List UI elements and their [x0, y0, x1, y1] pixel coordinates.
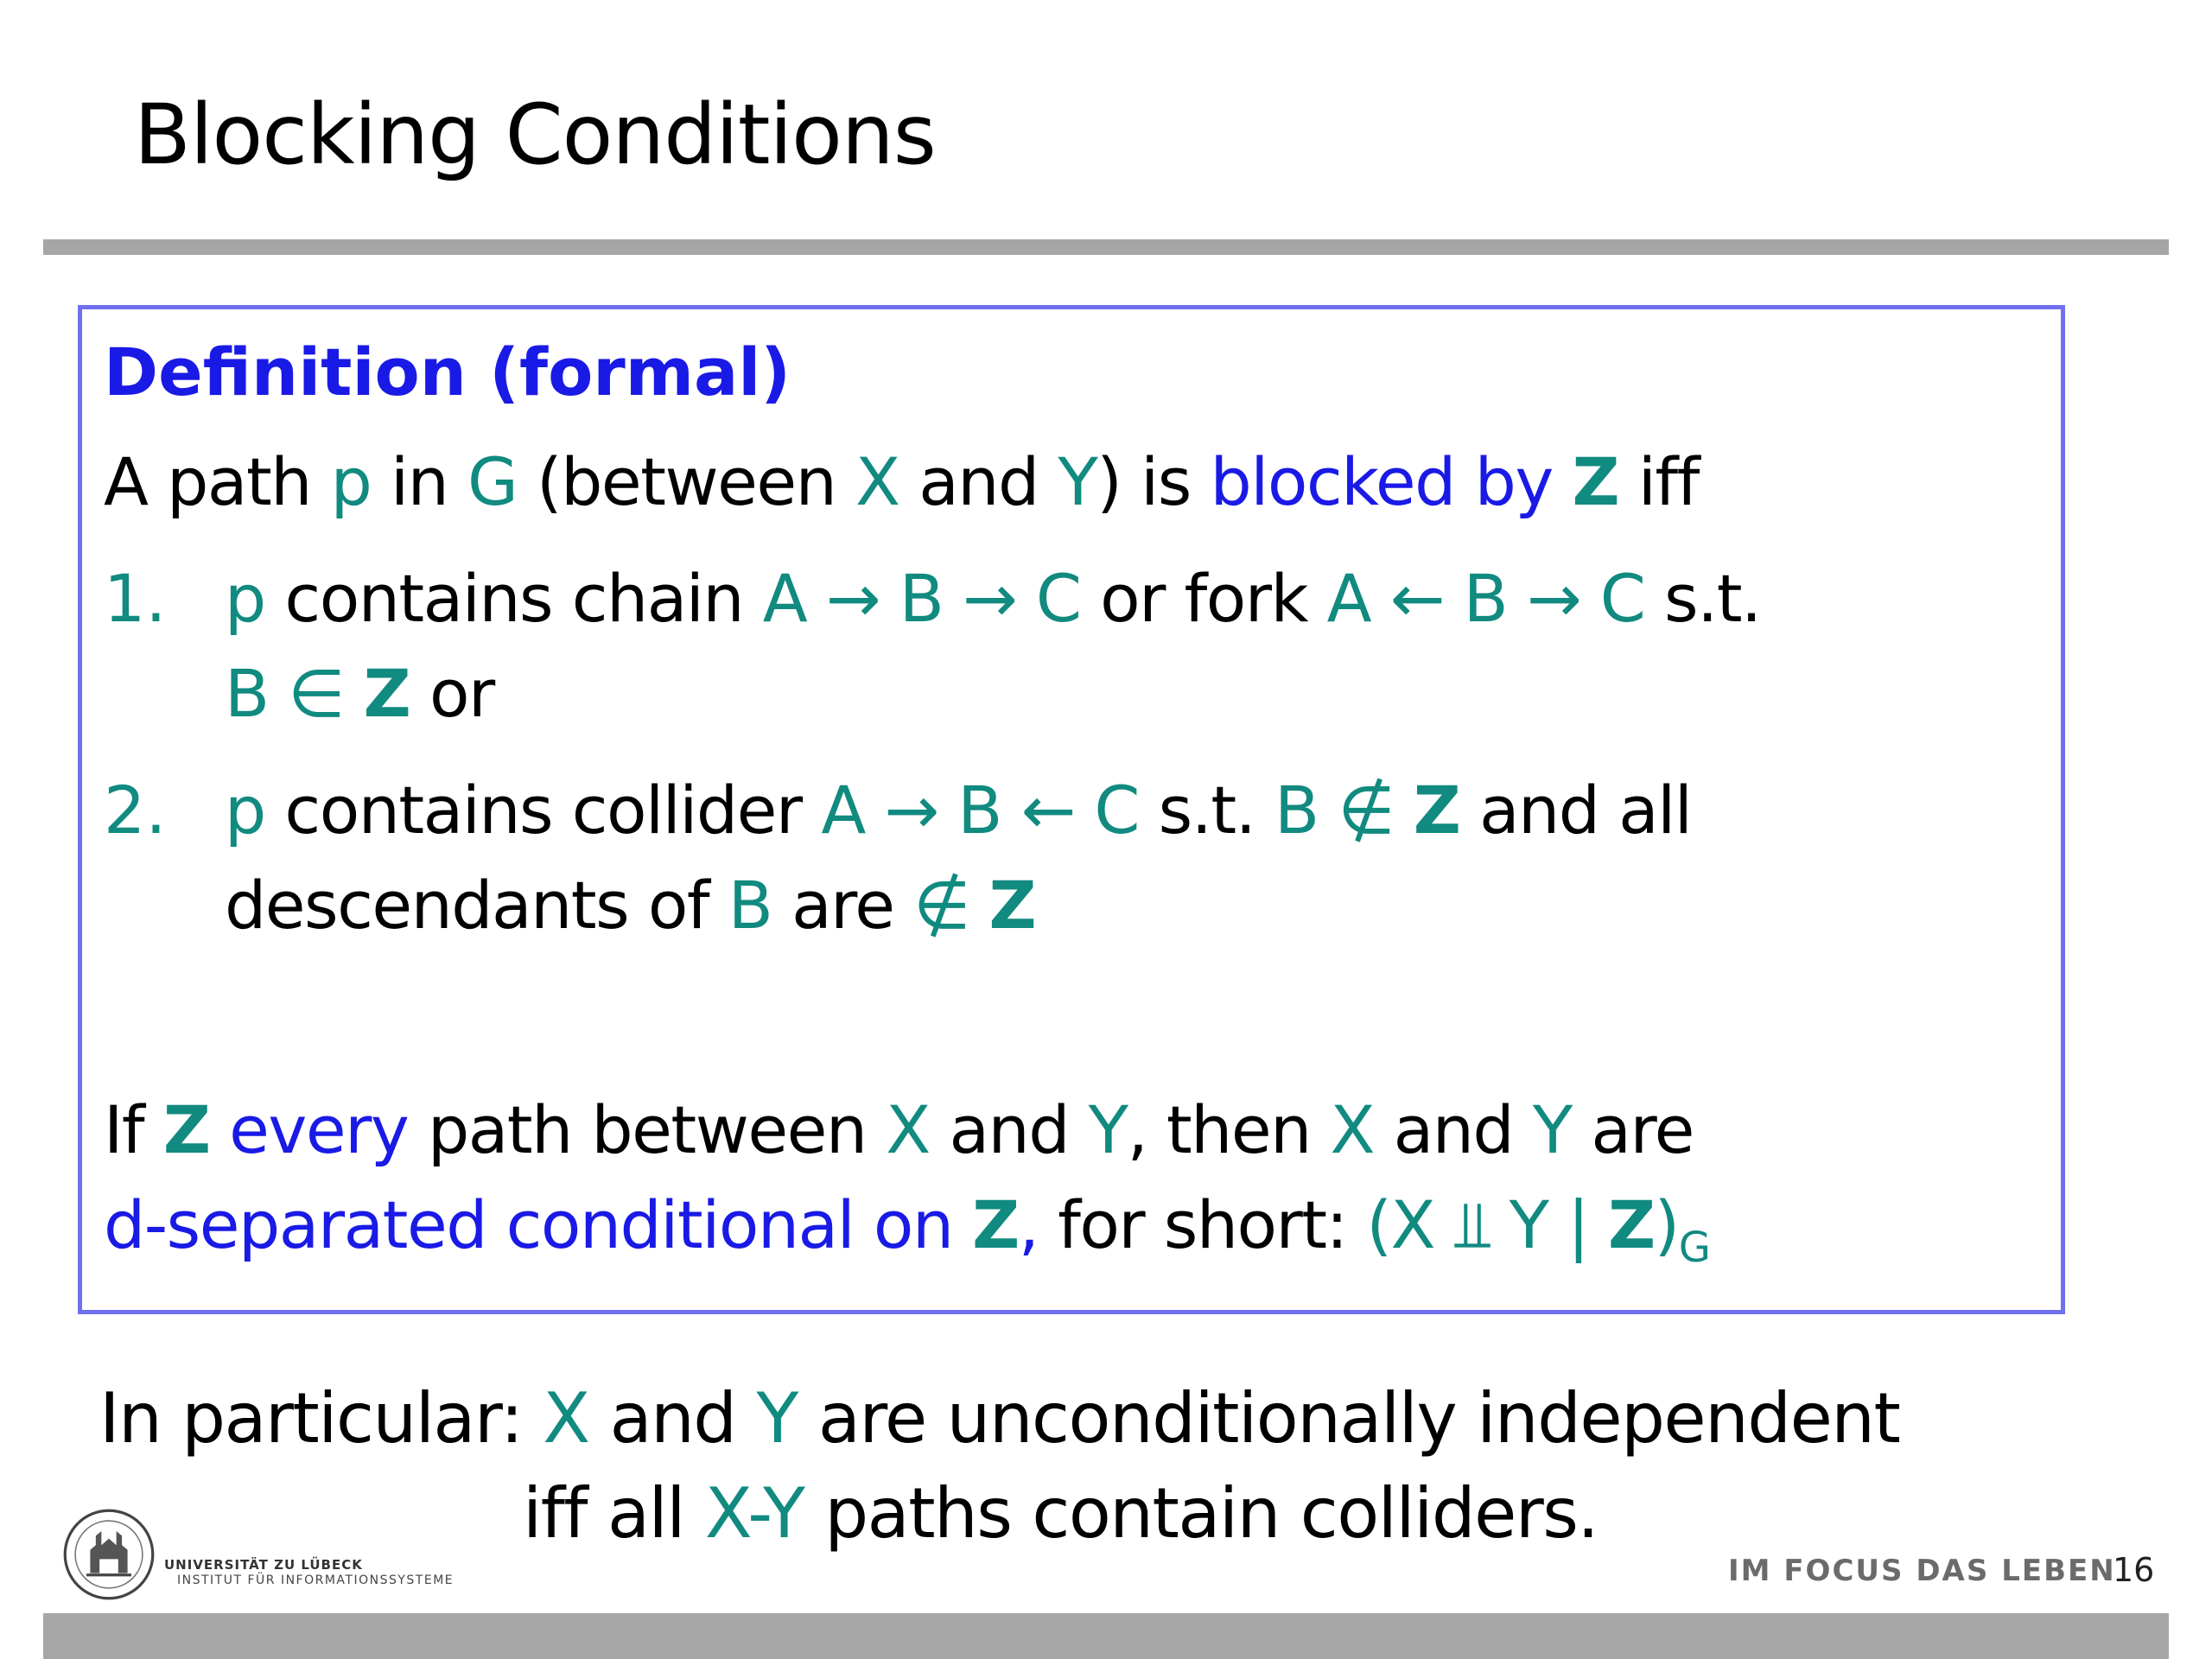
- text: contains collider: [264, 772, 822, 849]
- text: contains chain: [264, 560, 763, 637]
- independence-notation: (X ⫫ Y |: [1366, 1186, 1608, 1263]
- text: [209, 1091, 229, 1168]
- blocked-by-phrase: blocked by: [1210, 443, 1573, 520]
- text: and: [899, 443, 1058, 520]
- motto-text: IM FOCUS DAS LEBEN: [1728, 1554, 2116, 1588]
- title-divider: [43, 239, 2169, 255]
- text: If: [104, 1091, 163, 1168]
- list-item-2: [225, 772, 1691, 849]
- non-membership-expression: B ∉: [1274, 772, 1414, 849]
- text: , then: [1127, 1091, 1331, 1168]
- definition-heading: Definition (formal): [104, 334, 791, 410]
- math-z: Z: [1607, 1186, 1655, 1263]
- text: In particular:: [99, 1378, 543, 1459]
- list-item-1-continuation: [225, 655, 494, 732]
- text: in: [371, 443, 467, 520]
- membership-expression: B ∈: [225, 655, 364, 732]
- text: iff all: [523, 1473, 705, 1554]
- math-z: Z: [162, 1091, 210, 1168]
- math-y: Y: [1058, 443, 1097, 520]
- math-x: X: [855, 443, 899, 520]
- text: ,: [1018, 1186, 1039, 1263]
- math-x: X: [886, 1091, 930, 1168]
- conclusion-line-2: [104, 1186, 1709, 1272]
- list-number-1: 1.: [104, 560, 167, 637]
- university-name: UNIVERSITÄT ZU LÜBECK: [164, 1557, 363, 1573]
- text: paths contain colliders.: [804, 1473, 1599, 1554]
- math-x: X: [1330, 1091, 1375, 1168]
- text: or: [410, 655, 494, 732]
- math-p: p: [225, 772, 265, 849]
- math-z: Z: [1413, 772, 1460, 849]
- text: and: [1374, 1091, 1533, 1168]
- page-title: Blocking Conditions: [134, 86, 936, 183]
- collider-expression: A → B ← C: [821, 772, 1139, 849]
- university-seal-icon: [62, 1508, 156, 1601]
- text: and: [929, 1091, 1089, 1168]
- definition-intro: [104, 443, 1699, 520]
- footer-bar: [43, 1613, 2169, 1659]
- text: descendants of: [225, 867, 728, 944]
- math-y: Y: [756, 1378, 798, 1459]
- text: are unconditionally independent: [797, 1378, 1900, 1459]
- math-g: G: [467, 443, 518, 520]
- math-z: Z: [363, 655, 410, 732]
- text: iff: [1618, 443, 1699, 520]
- text: and: [588, 1378, 757, 1459]
- subscript-g: G: [1678, 1224, 1710, 1272]
- math-x-y: X-Y: [704, 1473, 804, 1554]
- list-item-2-continuation: [225, 867, 1035, 944]
- institute-name: INSTITUT FÜR INFORMATIONSSYSTEME: [177, 1573, 454, 1587]
- text: path between: [408, 1091, 887, 1168]
- text: A path: [104, 443, 331, 520]
- text: for short:: [1038, 1186, 1367, 1263]
- math-z: Z: [1572, 443, 1619, 520]
- every-emphasis: every: [229, 1091, 409, 1168]
- math-y: Y: [1088, 1091, 1128, 1168]
- text: or fork: [1080, 560, 1327, 637]
- text: are: [772, 867, 914, 944]
- list-item-1: [225, 560, 1761, 637]
- list-number-2: 2.: [104, 772, 167, 849]
- particular-statement-line-1: [99, 1378, 1899, 1459]
- text: and all: [1459, 772, 1692, 849]
- text: are: [1571, 1091, 1694, 1168]
- chain-expression: A → B → C: [762, 560, 1081, 637]
- text: s.t.: [1644, 560, 1761, 637]
- math-x: X: [543, 1378, 589, 1459]
- d-separated-phrase: d-separated conditional on: [104, 1186, 973, 1263]
- math-y: Y: [1532, 1091, 1572, 1168]
- conclusion-line-1: [104, 1091, 1694, 1168]
- definition-box: [78, 305, 2065, 1314]
- math-z: Z: [988, 867, 1036, 944]
- fork-expression: A ← B → C: [1326, 560, 1645, 637]
- text: ) is: [1096, 443, 1211, 520]
- math-z: Z: [972, 1186, 1019, 1263]
- independence-notation-close: ): [1654, 1186, 1679, 1263]
- text: s.t.: [1139, 772, 1275, 849]
- page-number: 16: [2113, 1551, 2155, 1589]
- math-p: p: [225, 560, 265, 637]
- text: (between: [517, 443, 855, 520]
- math-p: p: [330, 443, 372, 520]
- particular-statement-line-2: [523, 1473, 1598, 1554]
- math-b: B: [728, 867, 772, 944]
- not-in-symbol: ∉: [913, 867, 989, 944]
